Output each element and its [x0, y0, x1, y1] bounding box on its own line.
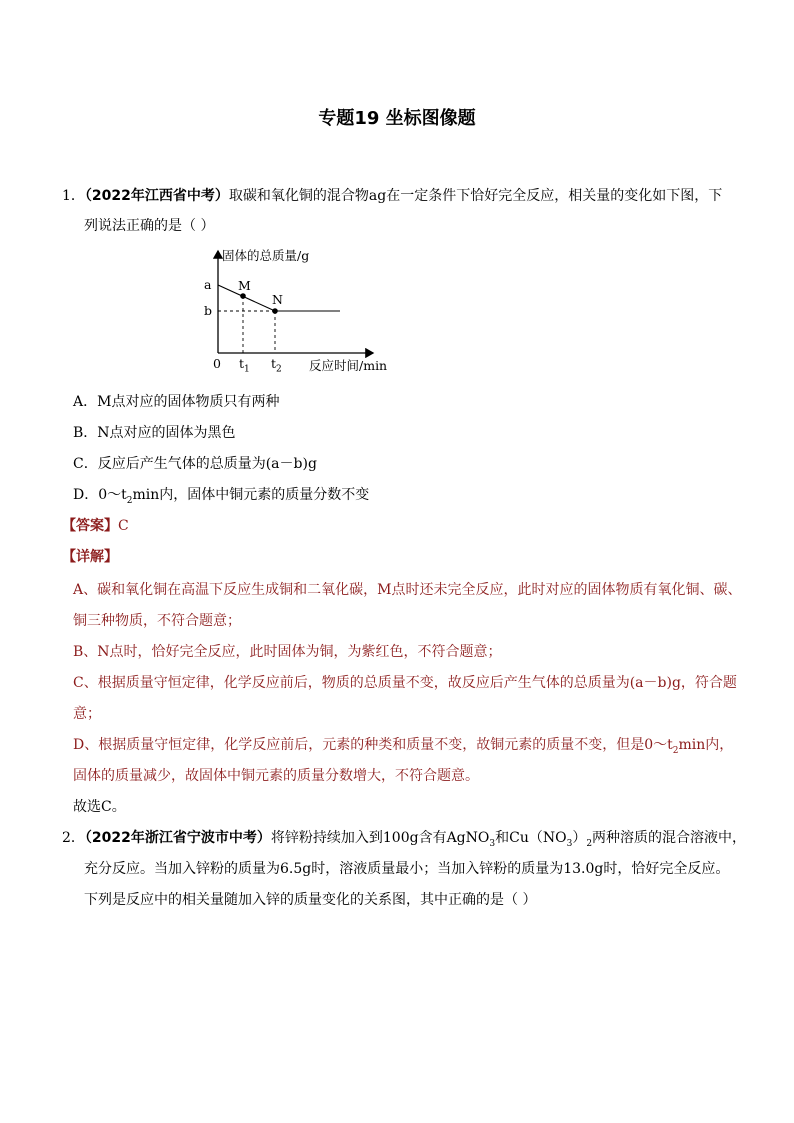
- q1-stem-text1: 取碳和氧化铜的混合物ag在一定条件下恰好完全反应，相关量的变化如下图，下: [228, 188, 723, 204]
- q1-answer: [62, 516, 129, 536]
- label-a: a: [204, 277, 212, 292]
- point-m: [240, 293, 246, 299]
- q2-stem-line2: 充分反应。当加入锌粉的质量为6.5g时，溶液质量最小；当加入锌粉的质量为13.0g时，恰好完全反应。: [84, 861, 730, 877]
- q1-option-d: D．$0\sim t_2\min$内，固体中铜元素的质量分数不变: [73, 487, 370, 506]
- q1-number: 1．: [62, 188, 85, 204]
- q2-stem-line3: 下列是反应中的相关量随加入锌的质量变化的关系图，其中正确的是（ ）: [84, 892, 537, 908]
- q1-exp-d-line2: 固体的质量减少，故固体中铜元素的质量分数增大，不符合题意。: [73, 768, 479, 784]
- y-axis-label: 固体的总质量/g: [222, 248, 310, 263]
- label-t1: $t_1$: [239, 356, 250, 375]
- page-title: 专题19 坐标图像题: [318, 108, 476, 129]
- q2-number: 2．: [62, 830, 85, 846]
- q2-stem-line1: 2．（2022年浙江省宁波市中考）将锌粉持续加入到100g含有AgNO$_3$和$Cu(NO_3)_2$两种溶质的混合溶液中，: [62, 830, 747, 849]
- label-b: b: [204, 303, 213, 318]
- q1-graph: [195, 243, 410, 378]
- point-n: [272, 308, 278, 314]
- q1-stem-line1: [62, 186, 722, 206]
- q1-exp-b: B、N点时，恰好完全反应，此时固体为铜，为紫红色，不符合题意；: [73, 644, 502, 660]
- q1-option-c: C．反应后产生气体的总质量为(a－b)g: [73, 456, 317, 472]
- q1-conclusion: 故选C。: [73, 799, 126, 815]
- answer-value: C: [118, 518, 129, 534]
- q1-exp-d-line1: D、根据质量守恒定律，化学反应前后，元素的种类和质量不变，故铜元素的质量不变，但是$0\sim t_2\min$内，: [73, 737, 734, 756]
- q1-exp-c-line2: 意；: [73, 706, 101, 722]
- label-m: M: [238, 278, 251, 293]
- q1-exp-c-line1: C、根据质量守恒定律，化学反应前后，物质的总质量不变，故反应后产生气体的总质量为(a－b)g，符合题: [73, 675, 737, 691]
- x-axis-label: 反应时间/min: [309, 358, 388, 373]
- q1-option-a: A．M点对应的固体物质只有两种: [73, 394, 280, 410]
- q1-exp-a-line1: A、碳和氧化铜在高温下反应生成铜和二氧化碳，M点时还未完全反应，此时对应的固体物质有氧化铜、碳、: [73, 582, 742, 598]
- answer-label: 【答案】: [62, 518, 118, 534]
- q1-exp-a-line2: 铜三种物质，不符合题意；: [73, 613, 241, 629]
- q1-source: （2022年江西省中考）: [84, 188, 229, 204]
- q1-detail-label: 【详解】: [62, 549, 118, 565]
- q1-option-b: B．N点对应的固体为黑色: [73, 425, 236, 441]
- q2-source: （2022年浙江省宁波市中考）: [84, 830, 271, 846]
- q1-stem-line2: 列说法正确的是（ ）: [84, 218, 215, 234]
- label-n: N: [272, 292, 283, 307]
- label-origin: 0: [213, 356, 221, 371]
- label-t2: $t_2$: [271, 356, 282, 375]
